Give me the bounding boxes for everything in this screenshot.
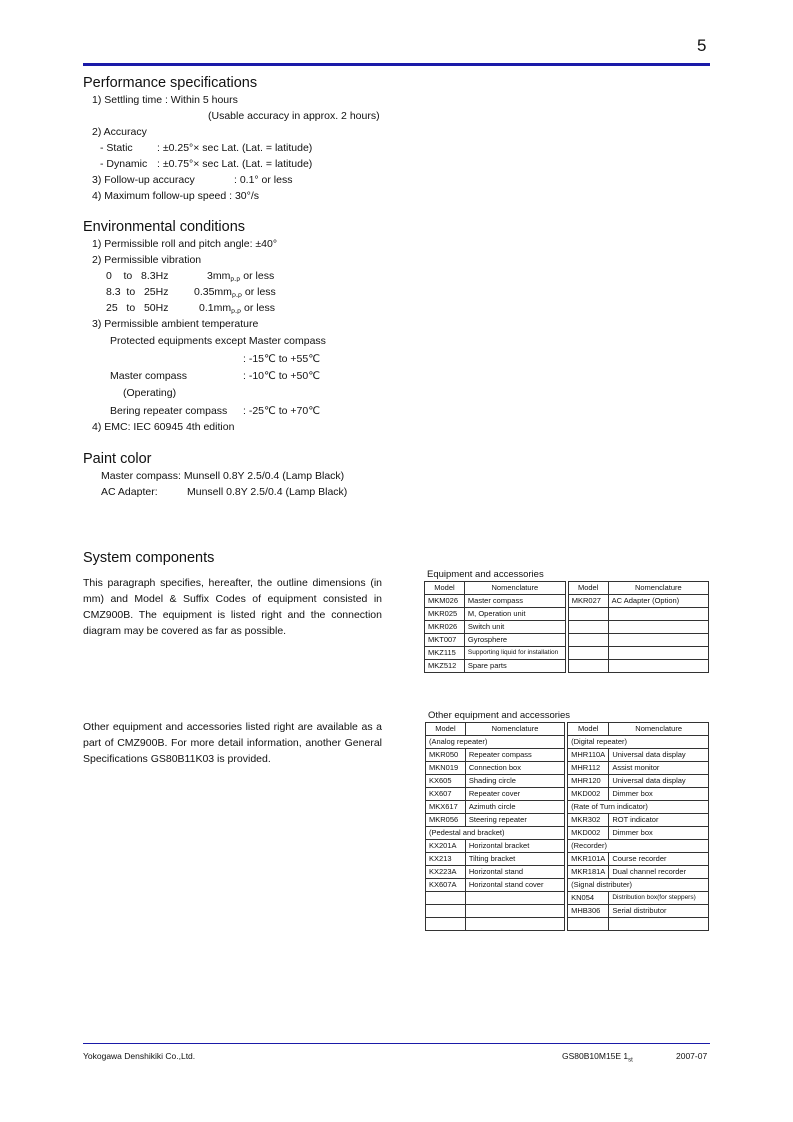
nomenclature-cell: Shading circle bbox=[465, 775, 564, 788]
model-cell bbox=[426, 905, 466, 918]
document-date: 2007-07 bbox=[676, 1051, 708, 1061]
table-row bbox=[425, 634, 709, 647]
nomenclature-cell bbox=[609, 918, 709, 931]
nomenclature-cell: AC Adapter (Option) bbox=[608, 595, 708, 608]
table-row bbox=[425, 647, 709, 660]
nomenclature-cell: Azimuth circle bbox=[465, 801, 564, 814]
model-cell: KX223A bbox=[426, 866, 466, 879]
table-row bbox=[426, 892, 709, 905]
model-cell: KX213 bbox=[426, 853, 466, 866]
nomenclature-cell bbox=[608, 621, 708, 634]
master-value: : -10℃ to +50℃ bbox=[243, 370, 320, 382]
table-row bbox=[426, 788, 709, 801]
static-value: : ±0.25°× sec Lat. (Lat. = latitude) bbox=[157, 142, 313, 154]
table-row bbox=[426, 736, 709, 749]
model-cell: MHB306 bbox=[568, 905, 609, 918]
table-header-row bbox=[426, 723, 709, 736]
nomenclature-cell: Horizontal stand cover bbox=[465, 879, 564, 892]
nomenclature-cell: Supporting liquid for installation bbox=[464, 647, 565, 660]
table-row bbox=[426, 749, 709, 762]
nomenclature-cell: Assist monitor bbox=[609, 762, 709, 775]
model-cell bbox=[568, 660, 608, 673]
model-cell: MHR120 bbox=[568, 775, 609, 788]
vib-amp: $0.35mm_{P-P}$ or less bbox=[194, 286, 276, 301]
model-cell: MKX617 bbox=[426, 801, 466, 814]
paint-adapter-value: Munsell 0.8Y 2.5/0.4 (Lamp Black) bbox=[187, 486, 348, 498]
model-cell: MKM026 bbox=[425, 595, 465, 608]
settling-time: 1) Settling time : Within 5 hours bbox=[92, 94, 238, 106]
model-cell: MKR302 bbox=[568, 814, 609, 827]
header-cell: Model bbox=[568, 723, 609, 736]
nomenclature-cell: Course recorder bbox=[609, 853, 709, 866]
nomenclature-cell: Repeater compass bbox=[465, 749, 564, 762]
dynamic-label: - Dynamic bbox=[100, 158, 148, 170]
nomenclature-cell bbox=[608, 634, 708, 647]
performance-title: Performance specifications bbox=[83, 75, 258, 91]
table-row bbox=[426, 762, 709, 775]
table-row bbox=[426, 905, 709, 918]
group-label-cell: (Signal distributer) bbox=[568, 879, 709, 892]
table-row bbox=[426, 853, 709, 866]
paint-master: Master compass: Munsell 0.8Y 2.5/0.4 (Lamp Black) bbox=[101, 470, 345, 482]
accuracy-heading: 2) Accuracy bbox=[92, 126, 147, 138]
nomenclature-cell: Dimmer box bbox=[609, 788, 709, 801]
page-number: 5 bbox=[697, 36, 707, 55]
follow-value: : 0.1° or less bbox=[234, 174, 293, 186]
system-paragraph-1: This paragraph specifies, hereafter, the outline dimensions (in mm) and Model & Suffix Codes of equipment consisted in CMZ900B. The equipment is listed right and the connection diagram may be covered as far as possible. bbox=[83, 577, 382, 637]
model-cell: MKT007 bbox=[425, 634, 465, 647]
follow-speed: 4) Maximum follow-up speed : 30°/s bbox=[92, 190, 260, 202]
model-cell: MKN019 bbox=[426, 762, 466, 775]
protected-label: Protected equipments except Master compass bbox=[110, 335, 326, 347]
environment-title: Environmental conditions bbox=[83, 219, 246, 235]
nomenclature-cell: Repeater cover bbox=[465, 788, 564, 801]
table-row bbox=[426, 814, 709, 827]
static-label: - Static bbox=[100, 142, 133, 154]
nomenclature-cell: Gyrosphere bbox=[464, 634, 565, 647]
paint-title: Paint color bbox=[83, 451, 152, 467]
table-row bbox=[425, 608, 709, 621]
table-row bbox=[426, 840, 709, 853]
model-cell: KX605 bbox=[426, 775, 466, 788]
nomenclature-cell: Dual channel recorder bbox=[609, 866, 709, 879]
model-cell: MKR056 bbox=[426, 814, 466, 827]
company-name: Yokogawa Denshikiki Co.,Ltd. bbox=[83, 1051, 196, 1061]
vib-range: 8.3 to 25Hz bbox=[106, 286, 169, 298]
bering-label: Bering repeater compass bbox=[110, 405, 228, 417]
equipment-table bbox=[424, 581, 709, 673]
header-cell: Nomenclature bbox=[609, 723, 709, 736]
table-row bbox=[425, 595, 709, 608]
model-cell: MHR110A bbox=[568, 749, 609, 762]
model-cell: MKD002 bbox=[568, 827, 609, 840]
vib-range: 25 to 50Hz bbox=[106, 302, 169, 314]
model-cell: MKZ115 bbox=[425, 647, 465, 660]
model-cell bbox=[568, 621, 608, 634]
roll-pitch: 1) Permissible roll and pitch angle: ±40° bbox=[92, 238, 278, 250]
model-cell: MKR026 bbox=[425, 621, 465, 634]
model-cell: MKR027 bbox=[568, 595, 608, 608]
nomenclature-cell: Switch unit bbox=[464, 621, 565, 634]
operating-note: (Operating) bbox=[123, 387, 177, 399]
header-cell: Nomenclature bbox=[464, 582, 565, 595]
other-equipment-table bbox=[425, 722, 709, 931]
protected-value: : -15℃ to +55℃ bbox=[243, 353, 320, 365]
follow-label: 3) Follow-up accuracy bbox=[92, 174, 195, 186]
model-cell: KX607A bbox=[426, 879, 466, 892]
model-cell bbox=[568, 647, 608, 660]
footer-rule bbox=[83, 1043, 710, 1044]
nomenclature-cell: Connection box bbox=[465, 762, 564, 775]
nomenclature-cell: Distribution box(for steppers) bbox=[609, 892, 709, 905]
table-row bbox=[426, 879, 709, 892]
vib-amp: $3mm_{P-P}$ or less bbox=[207, 270, 275, 285]
nomenclature-cell: Tilting bracket bbox=[465, 853, 564, 866]
model-cell bbox=[568, 634, 608, 647]
table-row bbox=[426, 775, 709, 788]
master-label: Master compass bbox=[110, 370, 188, 382]
table-header-row bbox=[425, 582, 709, 595]
nomenclature-cell: Horizontal bracket bbox=[465, 840, 564, 853]
table-row bbox=[426, 827, 709, 840]
group-label-cell: (Rate of Turn indicator) bbox=[568, 801, 709, 814]
header-cell: Model bbox=[568, 582, 608, 595]
header-cell: Model bbox=[426, 723, 466, 736]
table-row bbox=[426, 866, 709, 879]
header-cell: Nomenclature bbox=[465, 723, 564, 736]
model-cell bbox=[426, 918, 466, 931]
model-cell: KN054 bbox=[568, 892, 609, 905]
table-row bbox=[425, 660, 709, 673]
model-cell: MKR050 bbox=[426, 749, 466, 762]
nomenclature-cell: Universal data display bbox=[609, 775, 709, 788]
table1-caption: Equipment and accessories bbox=[427, 569, 544, 580]
model-cell: MKZ512 bbox=[425, 660, 465, 673]
ambient-heading: 3) Permissible ambient temperature bbox=[92, 318, 259, 330]
model-cell: KX607 bbox=[426, 788, 466, 801]
nomenclature-cell bbox=[608, 660, 708, 673]
table2-caption: Other equipment and accessories bbox=[428, 710, 571, 721]
model-cell bbox=[568, 608, 608, 621]
system-title: System components bbox=[83, 550, 215, 566]
nomenclature-cell: Steering repeater bbox=[465, 814, 564, 827]
model-cell bbox=[426, 892, 466, 905]
group-label-cell: (Pedestal and bracket) bbox=[426, 827, 565, 840]
table-row bbox=[426, 918, 709, 931]
header-rule bbox=[83, 63, 710, 66]
nomenclature-cell: Serial distributor bbox=[609, 905, 709, 918]
model-cell: MHR112 bbox=[568, 762, 609, 775]
group-label-cell: (Analog repeater) bbox=[426, 736, 565, 749]
group-label-cell: (Recorder) bbox=[568, 840, 709, 853]
model-cell: MKR181A bbox=[568, 866, 609, 879]
table-row bbox=[426, 801, 709, 814]
paint-adapter-label: AC Adapter: bbox=[101, 486, 158, 498]
bering-value: : -25℃ to +70℃ bbox=[243, 405, 320, 417]
nomenclature-cell: ROT indicator bbox=[609, 814, 709, 827]
model-cell: MKR101A bbox=[568, 853, 609, 866]
table-row bbox=[425, 621, 709, 634]
model-cell: MKD002 bbox=[568, 788, 609, 801]
nomenclature-cell: Horizontal stand bbox=[465, 866, 564, 879]
header-cell: Model bbox=[425, 582, 465, 595]
system-paragraph-2: Other equipment and accessories listed right are available as a part of CMZ900B. For more detail information, another General Specifications GS80B11K03 is provided. bbox=[83, 721, 382, 765]
nomenclature-cell: Universal data display bbox=[609, 749, 709, 762]
nomenclature-cell bbox=[465, 905, 564, 918]
vib-range: 0 to 8.3Hz bbox=[106, 270, 169, 282]
settling-note: (Usable accuracy in approx. 2 hours) bbox=[208, 110, 380, 122]
header-cell: Nomenclature bbox=[608, 582, 708, 595]
nomenclature-cell: Master compass bbox=[464, 595, 565, 608]
document-number: GS80B10M15E $1_{st}$ bbox=[562, 1051, 633, 1064]
nomenclature-cell bbox=[608, 608, 708, 621]
model-cell bbox=[568, 918, 609, 931]
nomenclature-cell: Spare parts bbox=[464, 660, 565, 673]
dynamic-value: : ±0.75°× sec Lat. (Lat. = latitude) bbox=[157, 158, 313, 170]
nomenclature-cell: Dimmer box bbox=[609, 827, 709, 840]
model-cell: KX201A bbox=[426, 840, 466, 853]
model-cell: MKR025 bbox=[425, 608, 465, 621]
nomenclature-cell: M, Operation unit bbox=[464, 608, 565, 621]
vibration-heading: 2) Permissible vibration bbox=[92, 254, 202, 266]
nomenclature-cell bbox=[465, 918, 564, 931]
vib-amp: $0.1mm_{P-P}$ or less bbox=[199, 302, 275, 317]
emc: 4) EMC: IEC 60945 4th edition bbox=[92, 421, 235, 433]
nomenclature-cell bbox=[465, 892, 564, 905]
group-label-cell: (Digital repeater) bbox=[568, 736, 709, 749]
nomenclature-cell bbox=[608, 647, 708, 660]
